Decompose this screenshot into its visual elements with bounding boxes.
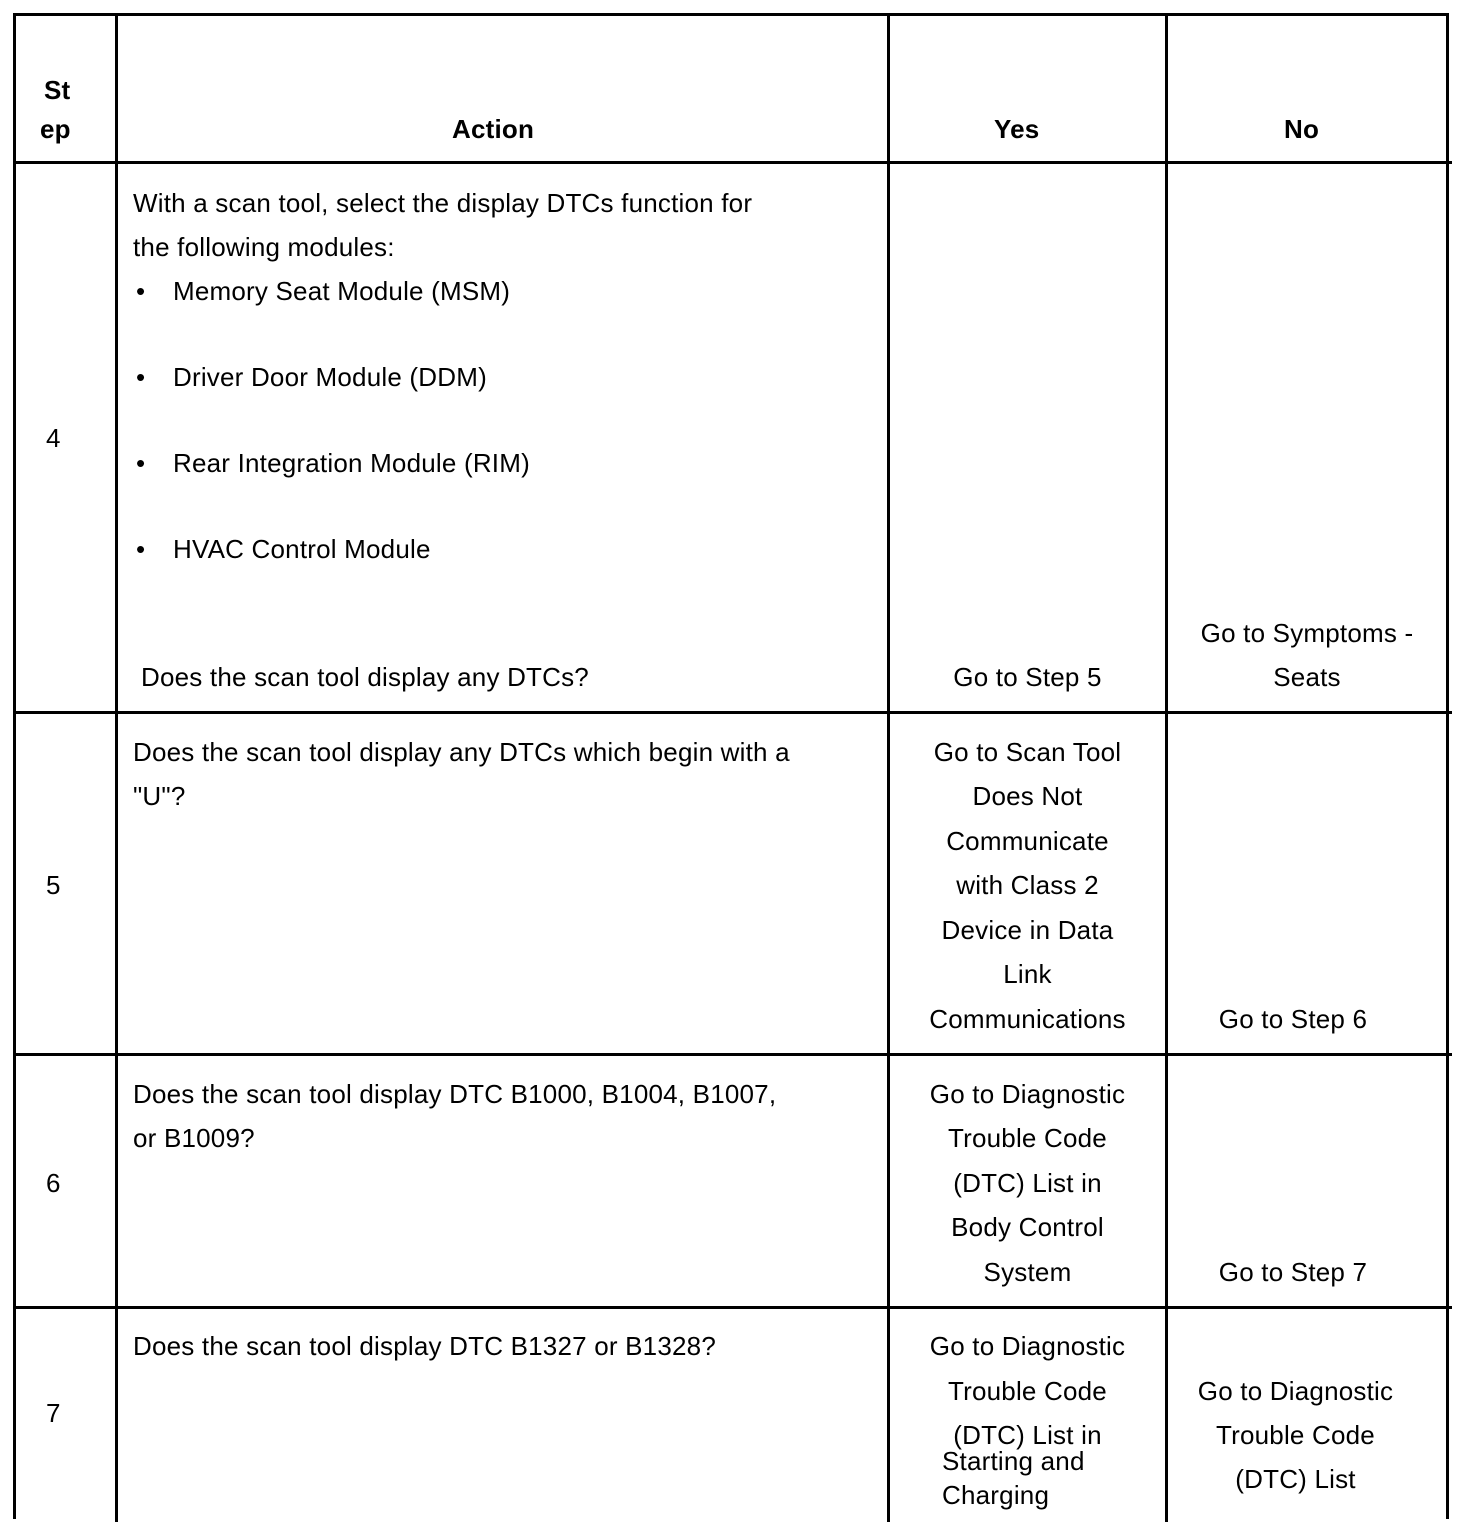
step-4-no-action-line1: Go to Symptoms - — [1200, 618, 1414, 648]
module-item: Rear Integration Module (RIM) — [173, 448, 530, 478]
step-7-yes-line: Starting and — [942, 1446, 1085, 1476]
step-6-yes-line: System — [983, 1257, 1072, 1287]
step-4-number: 4 — [46, 423, 61, 453]
step-5-number: 5 — [46, 870, 61, 900]
module-item: Driver Door Module (DDM) — [173, 362, 487, 392]
step-7-yes-line: Trouble Code — [948, 1376, 1107, 1406]
column-divider-step-action — [115, 16, 118, 1522]
step-4-no-action-line2: Seats — [1273, 662, 1341, 692]
header-action: Action — [452, 114, 535, 144]
module-bullet: • — [136, 276, 146, 306]
diagnostic-table — [13, 13, 1449, 1519]
header-yes: Yes — [994, 114, 1040, 144]
row-divider-header — [16, 161, 1452, 164]
step-5-yes-line: Device in Data — [941, 915, 1114, 945]
step-6-action-line2: or B1009? — [133, 1123, 255, 1153]
step-5-action-line2: "U"? — [133, 781, 186, 811]
header-no: No — [1284, 114, 1320, 144]
row-divider-step-4 — [16, 711, 1452, 714]
step-7-action-line1: Does the scan tool display DTC B1327 or B1328? — [133, 1331, 716, 1361]
step-4-action-intro-line1: With a scan tool, select the display DTCs function for — [133, 188, 753, 218]
step-6-number: 6 — [46, 1168, 61, 1198]
module-item: HVAC Control Module — [173, 534, 431, 564]
step-5-action-line1: Does the scan tool display any DTCs which begin with a — [133, 737, 790, 767]
step-7-yes-line: Charging — [942, 1480, 1050, 1510]
step-7-no-line: Trouble Code — [1216, 1420, 1375, 1450]
step-7-no-line: Go to Diagnostic — [1197, 1376, 1394, 1406]
step-6-no-action: Go to Step 7 — [1218, 1257, 1368, 1287]
step-5-yes-line: Communications — [929, 1004, 1126, 1034]
step-6-yes-line: (DTC) List in — [953, 1168, 1102, 1198]
step-7-number: 7 — [46, 1398, 61, 1428]
step-6-action-line1: Does the scan tool display DTC B1000, B1004, B1007, — [133, 1079, 777, 1109]
header-step-line2: ep — [40, 114, 71, 144]
step-4-question: Does the scan tool display any DTCs? — [141, 662, 589, 692]
header-step-line1: St — [44, 75, 71, 105]
step-5-no-action: Go to Step 6 — [1218, 1004, 1368, 1034]
step-7-yes-line: (DTC) List in — [953, 1420, 1102, 1450]
step-5-yes-line: Communicate — [946, 826, 1109, 856]
step-4-action-intro-line2: the following modules: — [133, 232, 395, 262]
step-6-yes-line: Body Control — [951, 1212, 1104, 1242]
step-5-yes-line: Link — [1003, 959, 1052, 989]
module-item: Memory Seat Module (MSM) — [173, 276, 511, 306]
step-7-yes-line: Go to Diagnostic — [929, 1331, 1126, 1361]
row-divider-step-5 — [16, 1053, 1452, 1056]
step-6-yes-line: Go to Diagnostic — [929, 1079, 1126, 1109]
module-bullet: • — [136, 362, 146, 392]
step-5-yes-line: Go to Scan Tool — [933, 737, 1122, 767]
step-5-yes-line: with Class 2 — [956, 870, 1099, 900]
module-bullet: • — [136, 534, 146, 564]
module-bullet: • — [136, 448, 146, 478]
column-divider-yes-no — [1165, 16, 1168, 1522]
row-divider-step-6 — [16, 1306, 1452, 1309]
step-6-yes-line: Trouble Code — [948, 1123, 1107, 1153]
step-4-yes-action: Go to Step 5 — [953, 662, 1102, 692]
step-5-yes-line: Does Not — [972, 781, 1083, 811]
step-7-no-line: (DTC) List — [1235, 1464, 1356, 1494]
